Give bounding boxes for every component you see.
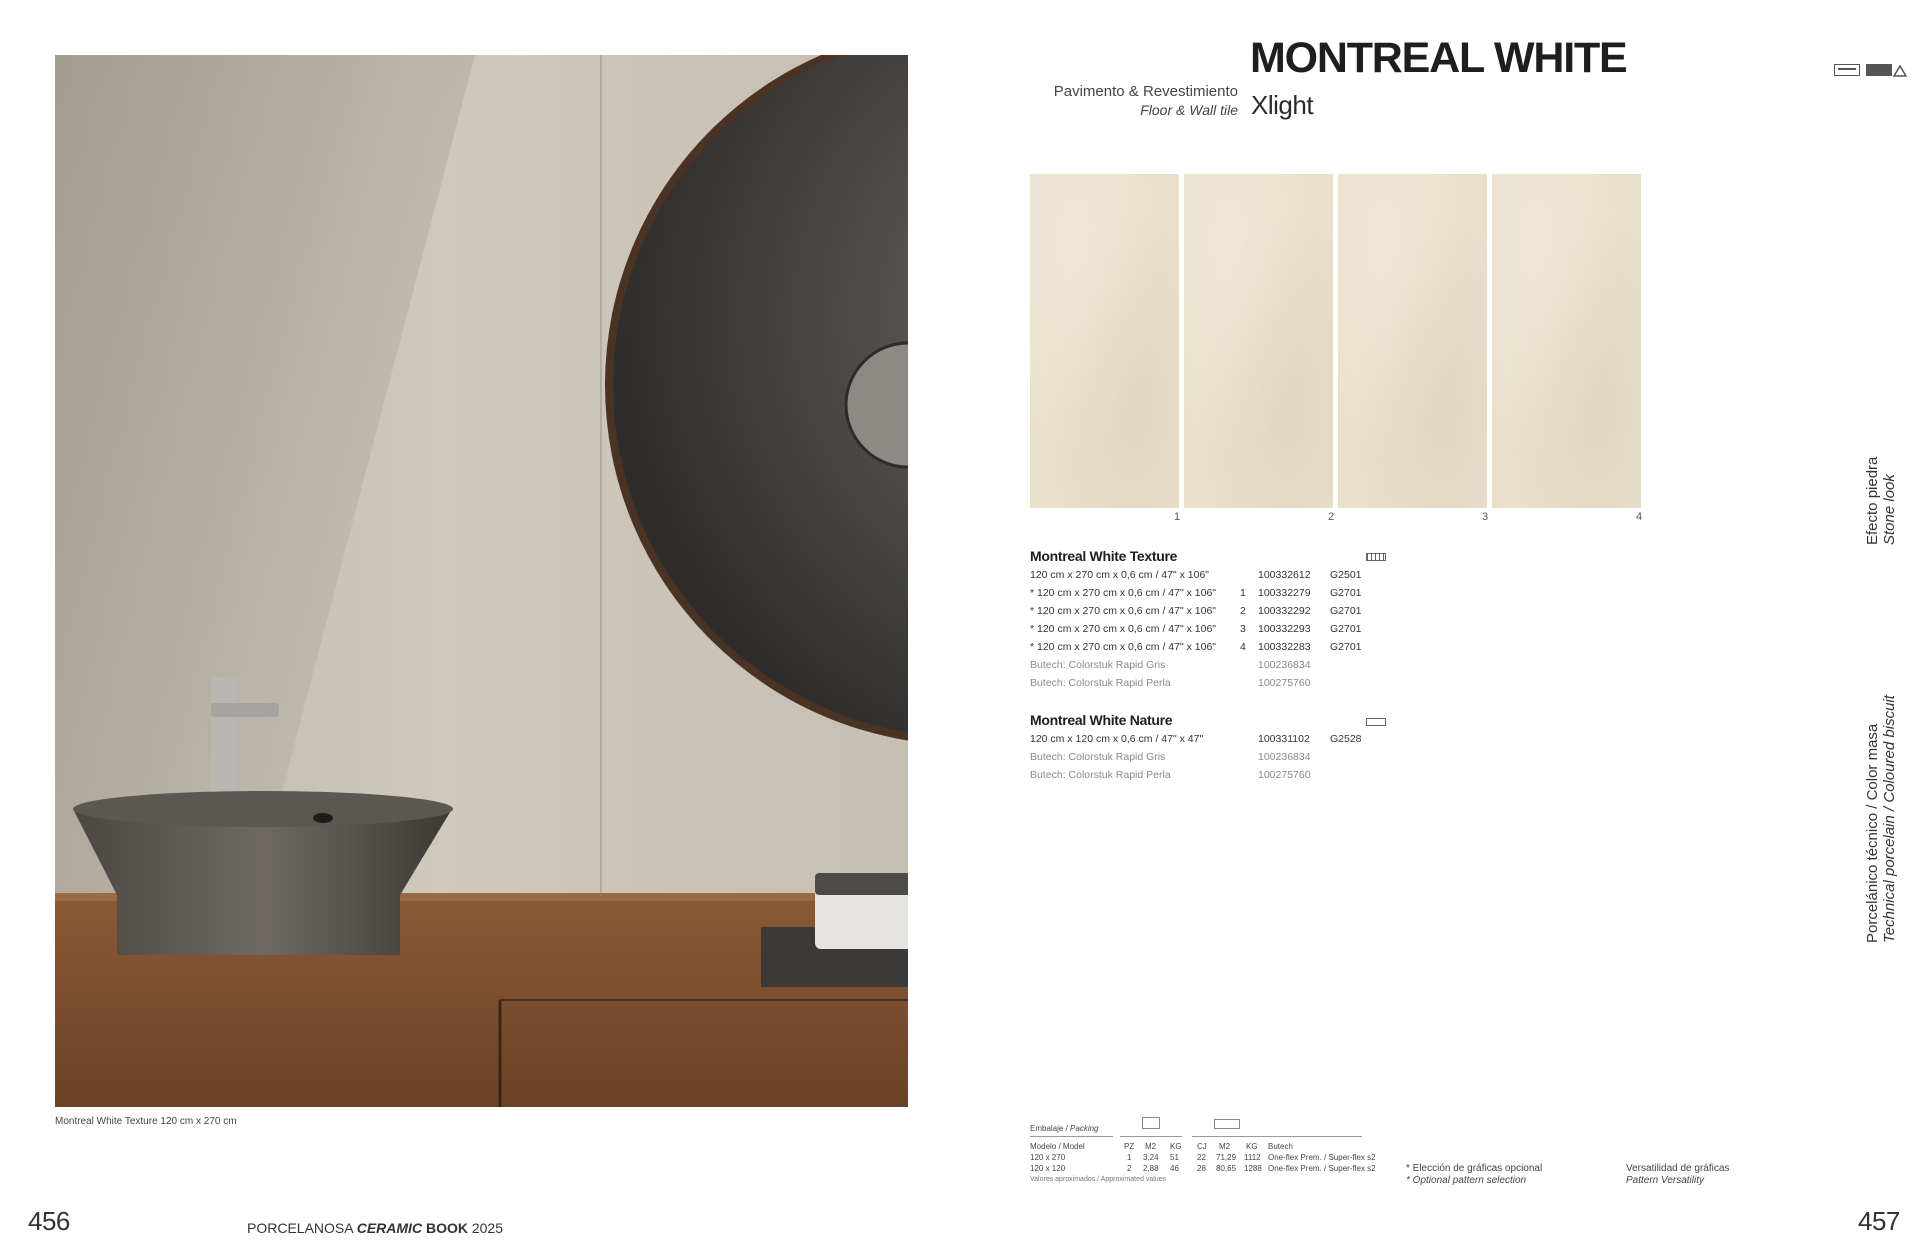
nature-row [1030,733,1430,751]
packing-cell: 1112 [1244,1153,1261,1162]
texture-row [1030,569,1430,587]
row-num: 2 [1240,605,1246,617]
brand-footer [247,1220,503,1236]
texture-format-icon [1366,553,1386,561]
packing-header-butech: Butech [1268,1142,1293,1151]
nature-section-title: Montreal White Nature [1030,712,1173,728]
packing-header-kg-box: KG [1246,1142,1258,1151]
row-group: G2701 [1330,605,1362,617]
texture-row [1030,623,1430,641]
side-effect-label [1864,457,1898,545]
row-size: * 120 cm x 270 cm x 0,6 cm / 47" x 106" [1030,623,1217,635]
nature-format-icon [1366,718,1386,726]
tile-swatch-3 [1338,174,1487,508]
jar-lid [815,873,908,895]
tile-swatch-1 [1030,174,1179,508]
brand-ceramic: CERAMIC [356,1220,423,1236]
packing-cell: 28 [1197,1164,1206,1173]
row-size: Butech: Colorstuk Rapid Gris [1030,659,1166,671]
category-spanish: Pavimento & Revestimiento [1053,83,1238,100]
row-size: 120 cm x 120 cm x 0,6 cm / 47" x 47" [1030,733,1204,745]
row-size: * 120 cm x 270 cm x 0,6 cm / 47" x 106" [1030,605,1217,617]
indoor-outdoor-icon [1893,64,1907,76]
material-spanish: Porcelánico técnico / Color masa [1864,723,1881,943]
row-num: 1 [1240,587,1246,599]
row-code: 100332292 [1258,605,1311,617]
packing-cell: 1 [1127,1153,1132,1162]
wall-tile-icon [1866,64,1892,76]
tile-number-4: 4 [1636,511,1643,523]
row-size: 120 cm x 270 cm x 0,6 cm / 47" x 106" [1030,569,1210,581]
packing-header-cj: CJ [1197,1142,1207,1151]
packing-label-es: Embalaje / [1030,1124,1071,1133]
texture-row [1030,605,1430,623]
packing-cell: 46 [1170,1164,1179,1173]
packing-cell: 80,65 [1216,1164,1237,1173]
texture-row-butech [1030,677,1430,695]
row-num: 3 [1240,623,1246,635]
packing-cell: One-flex Prem. / Super-flex s2 [1268,1164,1376,1173]
row-code: 100332293 [1258,623,1311,635]
row-size: Butech: Colorstuk Rapid Perla [1030,677,1171,689]
row-group: G2501 [1330,569,1362,581]
row-code: 100236834 [1258,751,1311,763]
row-size: * 120 cm x 270 cm x 0,6 cm / 47" x 106" [1030,641,1217,653]
optional-note-en [1406,1175,1526,1186]
versatility-en-text: Pattern Versatility [1626,1175,1704,1186]
tile-number-1: 1 [1174,511,1181,523]
nature-row-butech [1030,769,1430,787]
row-code: 100332279 [1258,587,1311,599]
optional-note-es: * Elección de gráficas opcional [1406,1163,1543,1174]
packing-cell: 71,29 [1216,1153,1237,1162]
row-code: 100236834 [1258,659,1311,671]
packing-cell: 120 x 270 [1030,1153,1066,1162]
tile-number-3: 3 [1482,511,1489,523]
page-number-right: 457 [1858,1206,1900,1236]
row-code: 100275760 [1258,677,1311,689]
packing-divider [1120,1136,1182,1137]
page-number-left: 456 [28,1206,70,1236]
basin-drain [313,813,333,823]
packing-divider [1030,1136,1113,1137]
tile-swatch-2 [1184,174,1333,508]
basin [73,809,452,955]
row-group: G2701 [1330,587,1362,599]
row-code: 100332612 [1258,569,1311,581]
packing-header-m2: M2 [1145,1142,1157,1151]
row-size: Butech: Colorstuk Rapid Gris [1030,751,1166,763]
packing-cell: One-flex Prem. / Super-flex s2 [1268,1153,1376,1162]
floor-tile-icon [1834,64,1860,76]
row-size: * 120 cm x 270 cm x 0,6 cm / 47" x 106" [1030,587,1217,599]
optional-note-en-text: * Optional pattern selection [1406,1175,1527,1186]
packing-header-m2-box: M2 [1219,1142,1231,1151]
packing-cell: 2,88 [1143,1164,1159,1173]
faucet-handle [211,703,279,717]
category-english: Floor & Wall tile [1140,102,1238,118]
box-icon [1142,1117,1160,1129]
texture-row-butech [1030,659,1430,677]
brand-book: BOOK [425,1220,468,1236]
row-code: 100275760 [1258,769,1311,781]
packing-cell: 120 x 120 [1030,1164,1066,1173]
versatility-en [1626,1175,1704,1186]
row-group: G2528 [1330,733,1362,745]
packing-header-kg: KG [1170,1142,1182,1151]
pallet-icon [1214,1119,1240,1129]
product-title: MONTREAL WHITE [1250,34,1627,82]
basin-rim [73,791,453,827]
row-code: 100332283 [1258,641,1311,653]
product-subtitle: Xlight [1251,90,1314,120]
tile-number-2: 2 [1328,511,1335,523]
packing-header-pz: PZ [1124,1142,1135,1151]
packing-cell: 1288 [1244,1164,1262,1173]
packing-footnote: Valores aproximados / Approximated values [1030,1176,1167,1183]
brand-name: PORCELANOSA [247,1220,353,1236]
texture-section-title: Montreal White Texture [1030,548,1178,564]
texture-row [1030,641,1430,659]
packing-cell: 2 [1127,1164,1132,1173]
packing-cell: 51 [1170,1153,1179,1162]
effect-spanish: Efecto piedra [1864,456,1881,545]
packing-label-en: Packing [1070,1124,1099,1133]
row-code: 100331102 [1258,733,1310,745]
packing-cell: 22 [1197,1153,1206,1162]
versatility-es: Versatilidad de gráficas [1626,1163,1730,1174]
row-size: Butech: Colorstuk Rapid Perla [1030,769,1171,781]
nature-row-butech [1030,751,1430,769]
tile-swatch-4 [1492,174,1641,508]
bathroom-photo [55,55,908,1107]
material-english: Technical porcelain / Coloured biscuit [1881,695,1898,943]
photo-caption: Montreal White Texture 120 cm x 270 cm [55,1116,237,1127]
packing-divider [1192,1136,1362,1137]
row-group: G2701 [1330,641,1362,653]
packing-header-model: Modelo / Model [1030,1142,1085,1151]
row-group: G2701 [1330,623,1362,635]
texture-row [1030,587,1430,605]
packing-cell: 3,24 [1143,1153,1159,1162]
side-material-label [1864,695,1898,943]
row-num: 4 [1240,641,1246,653]
brand-year: 2025 [471,1220,503,1236]
effect-english: Stone look [1881,474,1898,545]
packing-label [1030,1124,1099,1133]
